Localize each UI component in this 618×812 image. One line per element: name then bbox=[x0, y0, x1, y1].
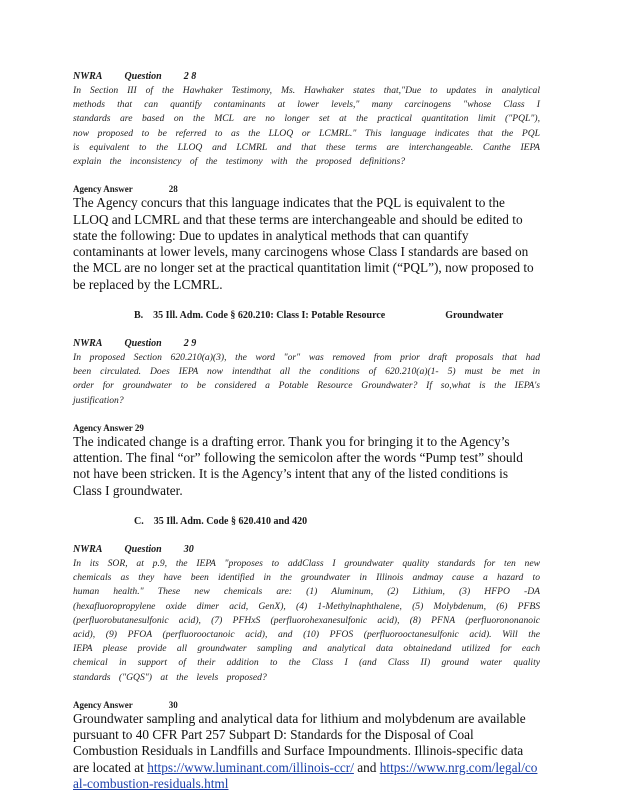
answer-text: The Agency concurs that this language indicates that the PQL is equivalent to the LLOQ and LCMRL and that these terms are interchangeable and should be edited to state the following: Due to updates in analytical methods that can quantify contaminants at lower levels, many carcinogens whose Class I standards are based on the MCL are no longer set at the practical quantitation limit (“PQL”), now proposed to be replaced by the LCMRL. bbox=[73, 195, 534, 292]
question-number: 2 9 bbox=[183, 338, 197, 349]
answer-28 bbox=[73, 183, 540, 293]
answer-number: 30 bbox=[168, 699, 178, 710]
section-b-heading bbox=[134, 309, 618, 323]
question-number: 2 8 bbox=[183, 71, 197, 82]
answer-label: Agency Answer bbox=[73, 699, 133, 710]
section-title-tail: Groundwater bbox=[445, 310, 504, 321]
answer-text bbox=[73, 711, 540, 792]
answer-text: The indicated change is a drafting error. Thank you for bringing it to the Agency’s attention. The final “or” following the semicolon after the words “Pump test” should not have been stricken. It is the Agency’s intent that any of the listed conditions is Class I groundwater. bbox=[73, 433, 523, 498]
answer-heading: Agency Answer 29 bbox=[73, 422, 144, 433]
org: NWRA bbox=[73, 338, 103, 349]
question-28 bbox=[73, 70, 540, 169]
section-c-heading bbox=[134, 515, 618, 529]
answer-number: 28 bbox=[168, 184, 178, 195]
answer-heading bbox=[73, 699, 540, 711]
org: NWRA bbox=[73, 71, 103, 82]
question-heading bbox=[73, 70, 540, 84]
answer-29 bbox=[73, 422, 540, 499]
question-29 bbox=[73, 337, 540, 408]
answer-heading bbox=[73, 183, 540, 195]
question-30 bbox=[73, 543, 540, 685]
question-text: In proposed Section 620.210(a)(3), the word "or" was removed from prior draft proposals that had been circulated. Does IEPA now intendthat all the conditions of 620.210(a)(1- 5) must be met in order for groundwater to be considered a Potable Resource Groundwater? If so,what is the IEPA's justification? bbox=[73, 352, 540, 406]
question-number: 30 bbox=[183, 544, 194, 555]
question-text: In Section III of the Hawhaker Testimony, Ms. Hawhaker states that,"Due to updates in analytical methods that can quantify contaminants at lower levels," many carcinogens "whose Class I standards are based on the MCL are no longer set at the practical quantitation limit ("PQL"), now proposed to be referred to as the LLOQ or LCMRL." This language indicates that the PQL is equivalent to the LLOQ and LCMRL and that these terms are interchangeable. Canthe IEPA explain the inconsistency of the testimony with the proposed definitions? bbox=[73, 85, 540, 168]
question-label: Question bbox=[124, 71, 162, 82]
answer-body: Groundwater sampling and analytical data for lithium and molybdenum are available pursuant to 40 CFR Part 257 Subpart D: Standards for the Disposal of Coal Combustion Residuals in Landfills and Surface Impoundments. Illinois-specific data are located at bbox=[73, 710, 526, 775]
section-title: 35 Ill. Adm. Code § 620.210: Class I: Potable Resource bbox=[153, 310, 386, 321]
section-letter: C. bbox=[134, 516, 144, 527]
question-text: In its SOR, at p.9, the IEPA "proposes to addClass I groundwater quality standards for ten new chemicals as they have been identified in the groundwater in Illinois andmay cause a hazard to human health." These new chemicals are: (1) Aluminum, (2) Lithium, (3) HFPO -DA (hexafluoropropylene oxide dimer acid, GenX), (4) 1-Methylnaphthalene, (5) Molybdenum, (6) PFBS (perfluorobutanesulfonic acid), (7) PFHxS (perfluorohexanesulfonic acid), (8) PFNA (perfluorononanoic acid), (9) PFOA (perfluorooctanoic acid), and (10) PFOS (perfluorooctanesulfonic acid). Will the IEPA please provide all groundwater sampling and analytical data obtainedand utilized for each chemical in support of their addition to the Class I (and Class II) ground water quality standards ("GQS") at the levels proposed? bbox=[73, 558, 540, 683]
org: NWRA bbox=[73, 544, 103, 555]
answer-label: Agency Answer bbox=[73, 184, 133, 195]
question-heading bbox=[73, 337, 540, 351]
question-label: Question bbox=[124, 544, 162, 555]
nrg-link[interactable]: https://www.nrg.com/legal/coal-combustion-residuals.html bbox=[73, 759, 538, 792]
conjunction: and bbox=[353, 759, 380, 775]
answer-30 bbox=[73, 699, 540, 792]
question-heading bbox=[73, 543, 540, 557]
luminant-link[interactable]: https://www.luminant.com/illinois-ccr/ bbox=[147, 759, 354, 775]
section-title: 35 Ill. Adm. Code § 620.410 and 420 bbox=[153, 516, 308, 527]
section-letter: B. bbox=[134, 310, 144, 321]
question-label: Question bbox=[124, 338, 162, 349]
